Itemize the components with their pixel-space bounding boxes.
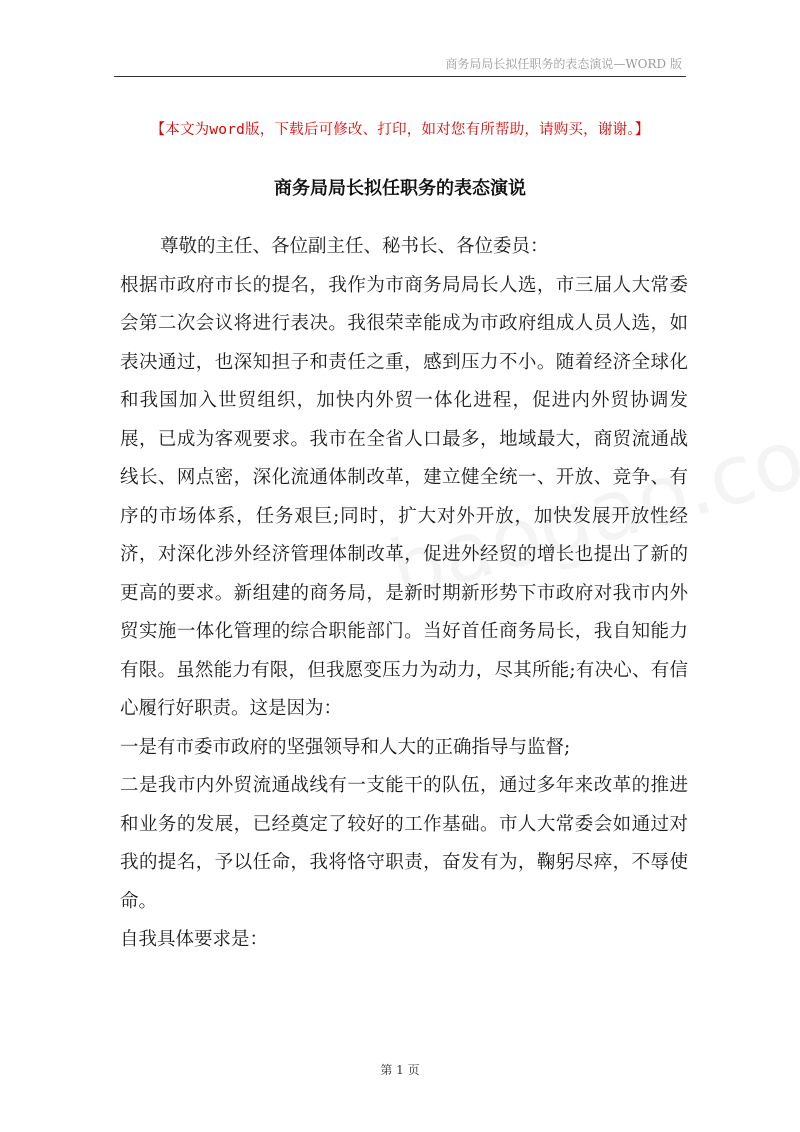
paragraph-point-two: 二是我市内外贸流通战线有一支能干的队伍，通过多年来改革的推进和业务的发展，已经奠定了较好的工作基础。市人大常委会如通过对我的提名，予以任命，我将恪守职责，奋发有为，鞠躬尽瘁，不辱使命。 bbox=[120, 775, 688, 912]
header-divider bbox=[114, 76, 686, 77]
salutation: 尊敬的主任、各位副主任、秘书长、各位委员： bbox=[160, 236, 549, 257]
page-number: 第 1 页 bbox=[380, 1063, 420, 1077]
paragraph-main: 根据市政府市长的提名，我作为市商务局局长人选，市三届人大常委会第二次会议将进行表决。我很荣幸能成为市政府组成人员人选，如表决通过，也深知担子和责任之重，感到压力不小。随着经济全球化和我国加入世贸组织，加快内外贸一体化进程，促进内外贸协调发展，已成为客观要求。我市在全省人口最多，地域最大，商贸流通战线长、网点密，深化流通体制改革，建立健全统一、开放、竞争、有序的市场体系，任务艰巨;同时，扩大对外开放，加快发展开放性经济，对深化涉外经济管理体制改革，促进外经贸的增长也提出了新的更高的要求。新组建的商务局，是新时期新形势下市政府对我市内外贸实施一体化管理的综合职能部门。当好首任商务局长，我自知能力有限。虽然能力有限，但我愿变压力为动力，尽其所能;有决心、有信心履行好职责。这是因为： bbox=[120, 274, 688, 719]
paragraph-point-one: 一是有市委市政府的坚强领导和人大的正确指导与监督; bbox=[120, 736, 571, 758]
paragraph-requirements: 自我具体要求是： bbox=[120, 929, 269, 950]
running-header: 商务局局长拟任职务的表态演说—WORD 版 bbox=[445, 57, 682, 71]
document-title: 商务局局长拟任职务的表态演说 bbox=[274, 178, 526, 199]
download-notice: 【本文为word版，下载后可修改、打印，如对您有所帮助，请购买，谢谢。】 bbox=[150, 122, 650, 138]
document-body bbox=[120, 228, 688, 960]
